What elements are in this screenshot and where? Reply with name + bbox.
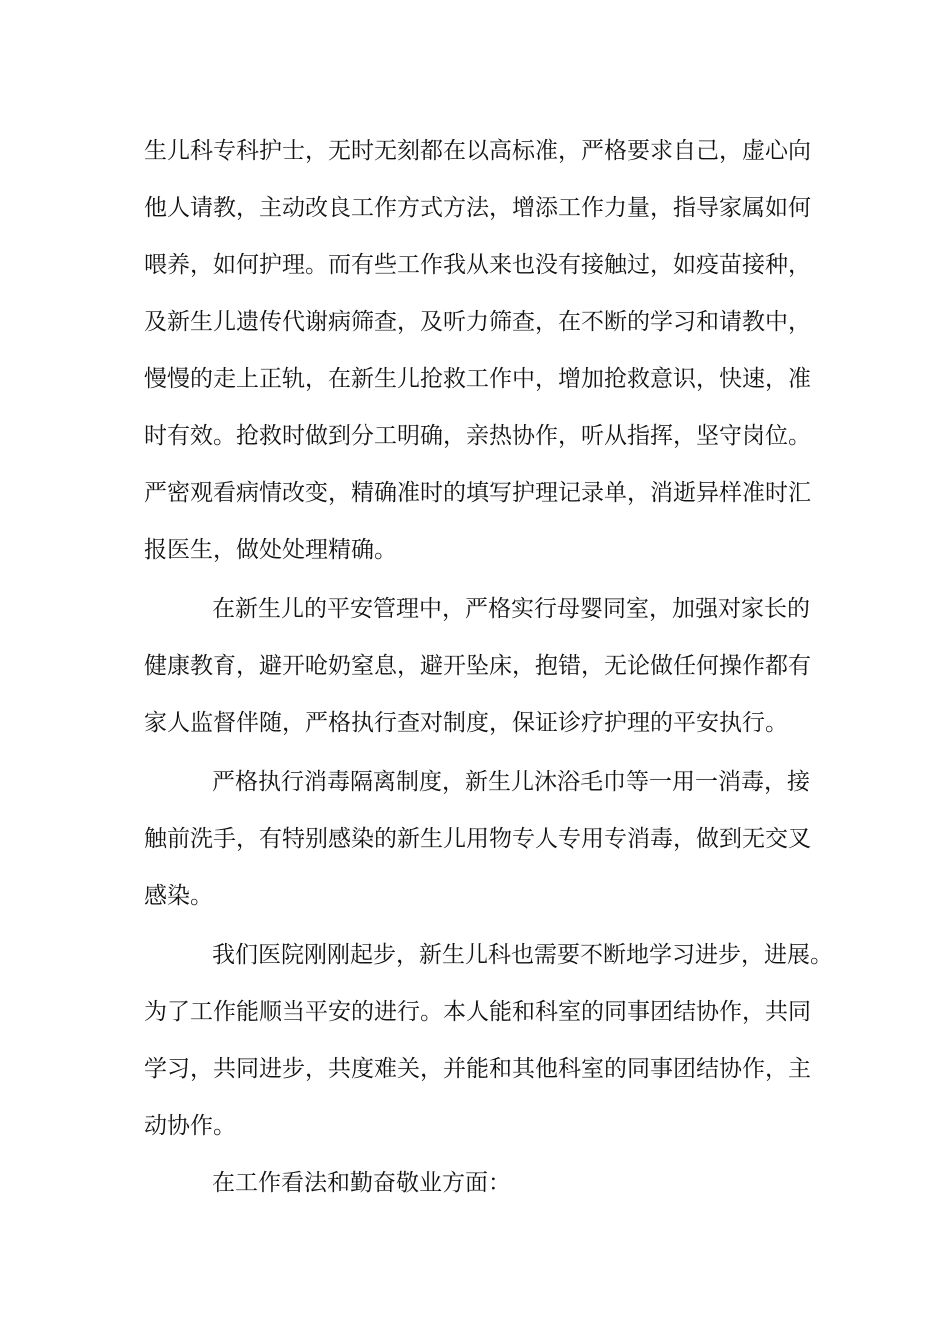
text-line: 慢慢的走上正轨，在新生儿抢救工作中，增加抢救意识，快速，准 — [144, 366, 811, 392]
text-line: 学习，共同进步，共度难关，并能和其他科室的同事团结协作，主 — [144, 1056, 811, 1082]
text-line: 严密观看病情改变，精确准时的填写护理记录单，消逝异样准时汇 — [144, 480, 811, 506]
text-line: 及新生儿遗传代谢病筛查，及听力筛查，在不断的学习和请教中， — [144, 309, 811, 335]
text-line: 他人请教，主动改良工作方式方法，增添工作力量，指导家属如何 — [144, 195, 811, 221]
section-heading-line: 在工作看法和勤奋敬业方面： — [212, 1170, 511, 1196]
paragraph-start-line: 严格执行消毒隔离制度，新生儿沐浴毛巾等一用一消毒，接 — [212, 769, 810, 795]
text-line: 喂养，如何护理。而有些工作我从来也没有接触过，如疫苗接种， — [144, 252, 811, 278]
text-line: 生儿科专科护士，无时无刻都在以高标准，严格要求自己，虚心向 — [144, 138, 811, 164]
text-line: 为了工作能顺当平安的进行。本人能和科室的同事团结协作，共同 — [144, 999, 811, 1025]
paragraph-start-line: 在新生儿的平安管理中，严格实行母婴同室，加强对家长的 — [212, 596, 810, 622]
text-line: 家人监督伴随，严格执行查对制度，保证诊疗护理的平安执行。 — [144, 710, 788, 736]
text-line: 动协作。 — [144, 1113, 236, 1139]
text-line: 触前洗手，有特别感染的新生儿用物专人专用专消毒，做到无交叉 — [144, 826, 811, 852]
text-line: 感染。 — [144, 883, 213, 909]
text-line: 时有效。抢救时做到分工明确，亲热协作，听从指挥，坚守岗位。 — [144, 423, 811, 449]
text-line: 健康教育，避开呛奶窒息，避开坠床，抱错，无论做任何操作都有 — [144, 653, 811, 679]
paragraph-start-line: 我们医院刚刚起步，新生儿科也需要不断地学习进步，进展。 — [212, 942, 833, 968]
text-line: 报医生，做处处理精确。 — [144, 537, 397, 563]
